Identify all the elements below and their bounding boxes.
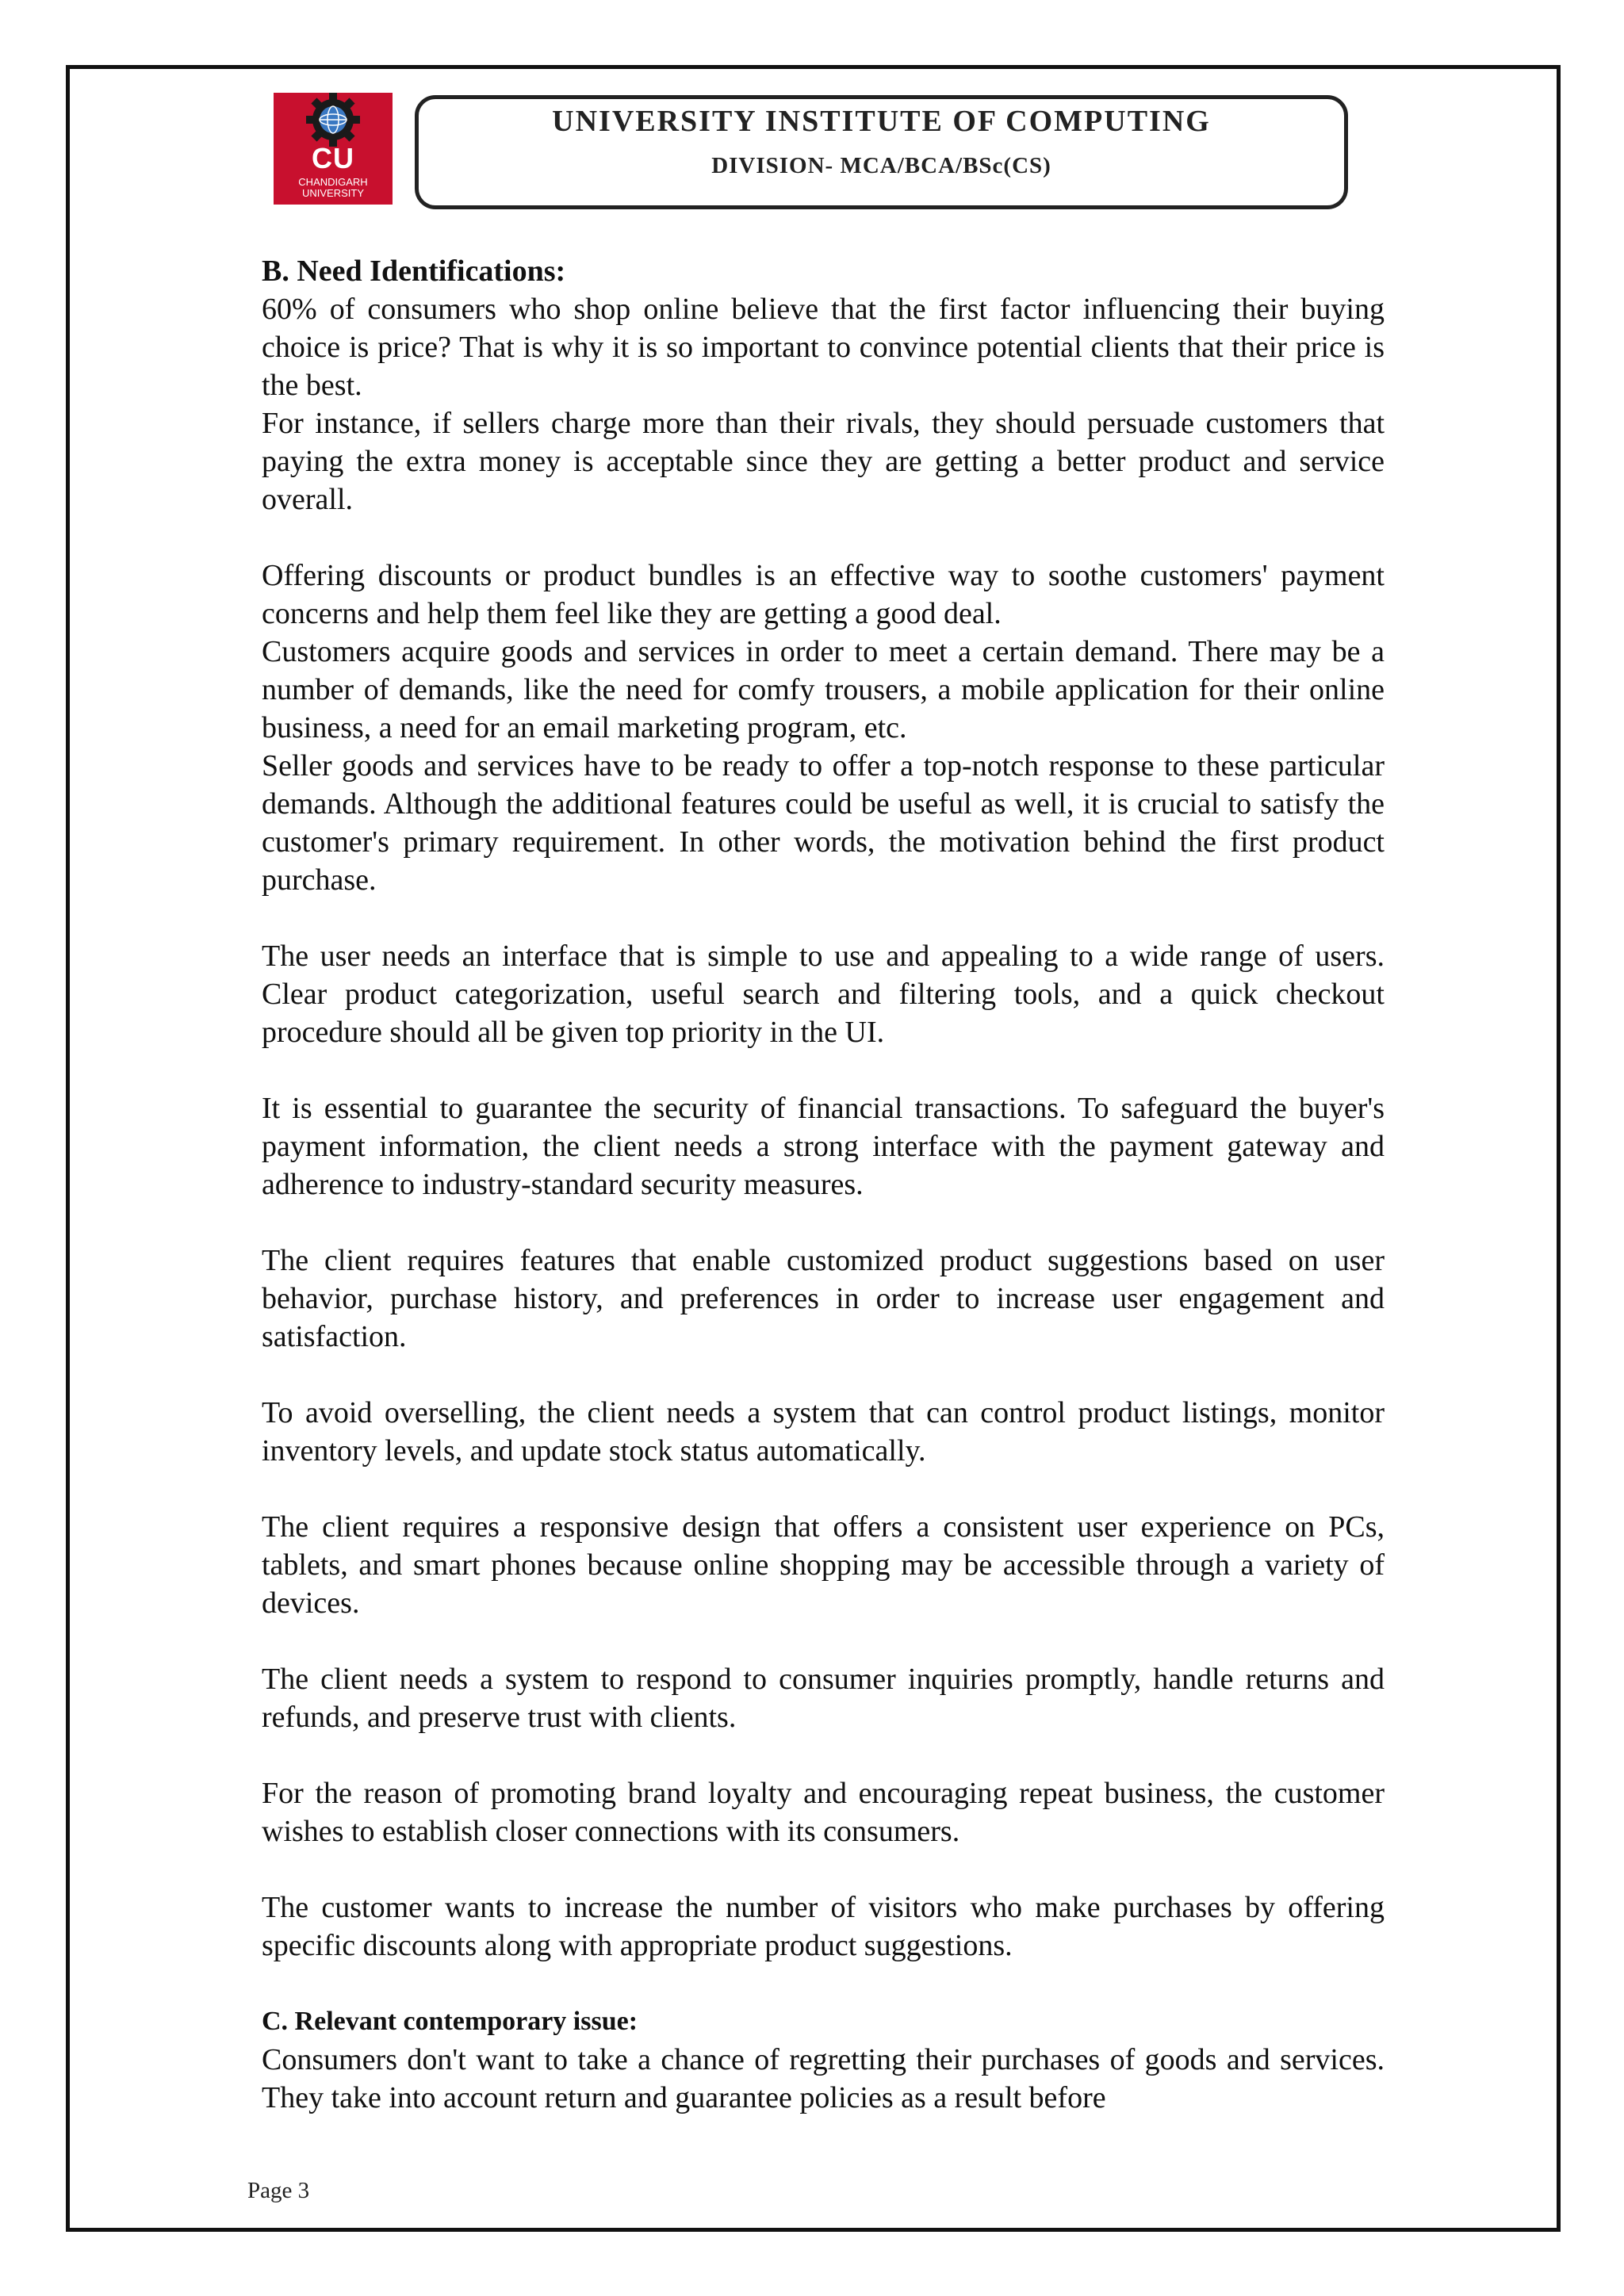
institute-title: UNIVERSITY INSTITUTE OF COMPUTING	[552, 105, 1211, 138]
university-logo	[274, 93, 393, 205]
paragraph: Consumers don't want to take a chance of regretting their purchases of goods and services. They take into account return and guarantee policies as a result before	[262, 2043, 1385, 2114]
section-b-heading: B. Need Identifications:	[262, 254, 566, 288]
paragraph: The client requires a responsive design that offers a consistent user experience on PCs, tablets, and smart phones because online shopping may be accessible through a variety of devices.	[262, 1510, 1385, 1620]
paragraph: For instance, if sellers charge more than their rivals, they should persuade customers that paying the extra money is acceptable since they are getting a better product and service overall.	[262, 407, 1385, 516]
institute-header-box	[415, 95, 1348, 209]
division-label: DIVISION- MCA/BCA/BSc(CS)	[711, 153, 1051, 178]
paragraph: The customer wants to increase the number of visitors who make purchases by offering specific discounts along with appropriate product suggestions.	[262, 1891, 1385, 1962]
section-c-heading: C. Relevant contemporary issue:	[262, 2007, 638, 2036]
paragraph: It is essential to guarantee the security of financial transactions. To safeguard the buyer's payment information, the client needs a strong interface with the payment gateway and adherence to industry-standard security measures.	[262, 1092, 1385, 1201]
logo-cu-text: CU	[312, 142, 354, 174]
paragraph: For the reason of promoting brand loyalty and encouraging repeat business, the customer wishes to establish closer connections with its consumers.	[262, 1777, 1385, 1848]
paragraph: 60% of consumers who shop online believe that the first factor influencing their buying choice is price? That is why it is so important to convince potential clients that their price is the best.	[262, 293, 1385, 402]
document-body	[262, 252, 1385, 2117]
paragraph: The user needs an interface that is simple to use and appealing to a wide range of users. Clear product categorization, useful search and filtering tools, and a quick checkout procedure should all be given top priority in the UI.	[262, 939, 1385, 1049]
paragraph: Offering discounts or product bundles is an effective way to soothe customers' payment concerns and help them feel like they are getting a good deal.	[262, 559, 1385, 630]
paragraph: The client requires features that enable customized product suggestions based on user behavior, purchase history, and preferences in order to increase user engagement and satisfaction.	[262, 1244, 1385, 1353]
paragraph: Customers acquire goods and services in order to meet a certain demand. There may be a number of demands, like the need for comfy trousers, a mobile application for their online business, a need for an email marketing program, etc.	[262, 635, 1385, 744]
logo-university-name: CHANDIGARH UNIVERSITY	[298, 176, 368, 199]
page-number: Page 3	[247, 2178, 310, 2203]
paragraph: Seller goods and services have to be ready to offer a top-notch response to these particular demands. Although the additional features could be useful as well, it is crucial to satisfy the customer's primary requirement. In other words, the motivation behind the first product purchase.	[262, 749, 1385, 897]
paragraph: The client needs a system to respond to consumer inquiries promptly, handle returns and refunds, and preserve trust with clients.	[262, 1663, 1385, 1734]
paragraph: To avoid overselling, the client needs a system that can control product listings, monitor inventory levels, and update stock status automatically.	[262, 1396, 1385, 1468]
